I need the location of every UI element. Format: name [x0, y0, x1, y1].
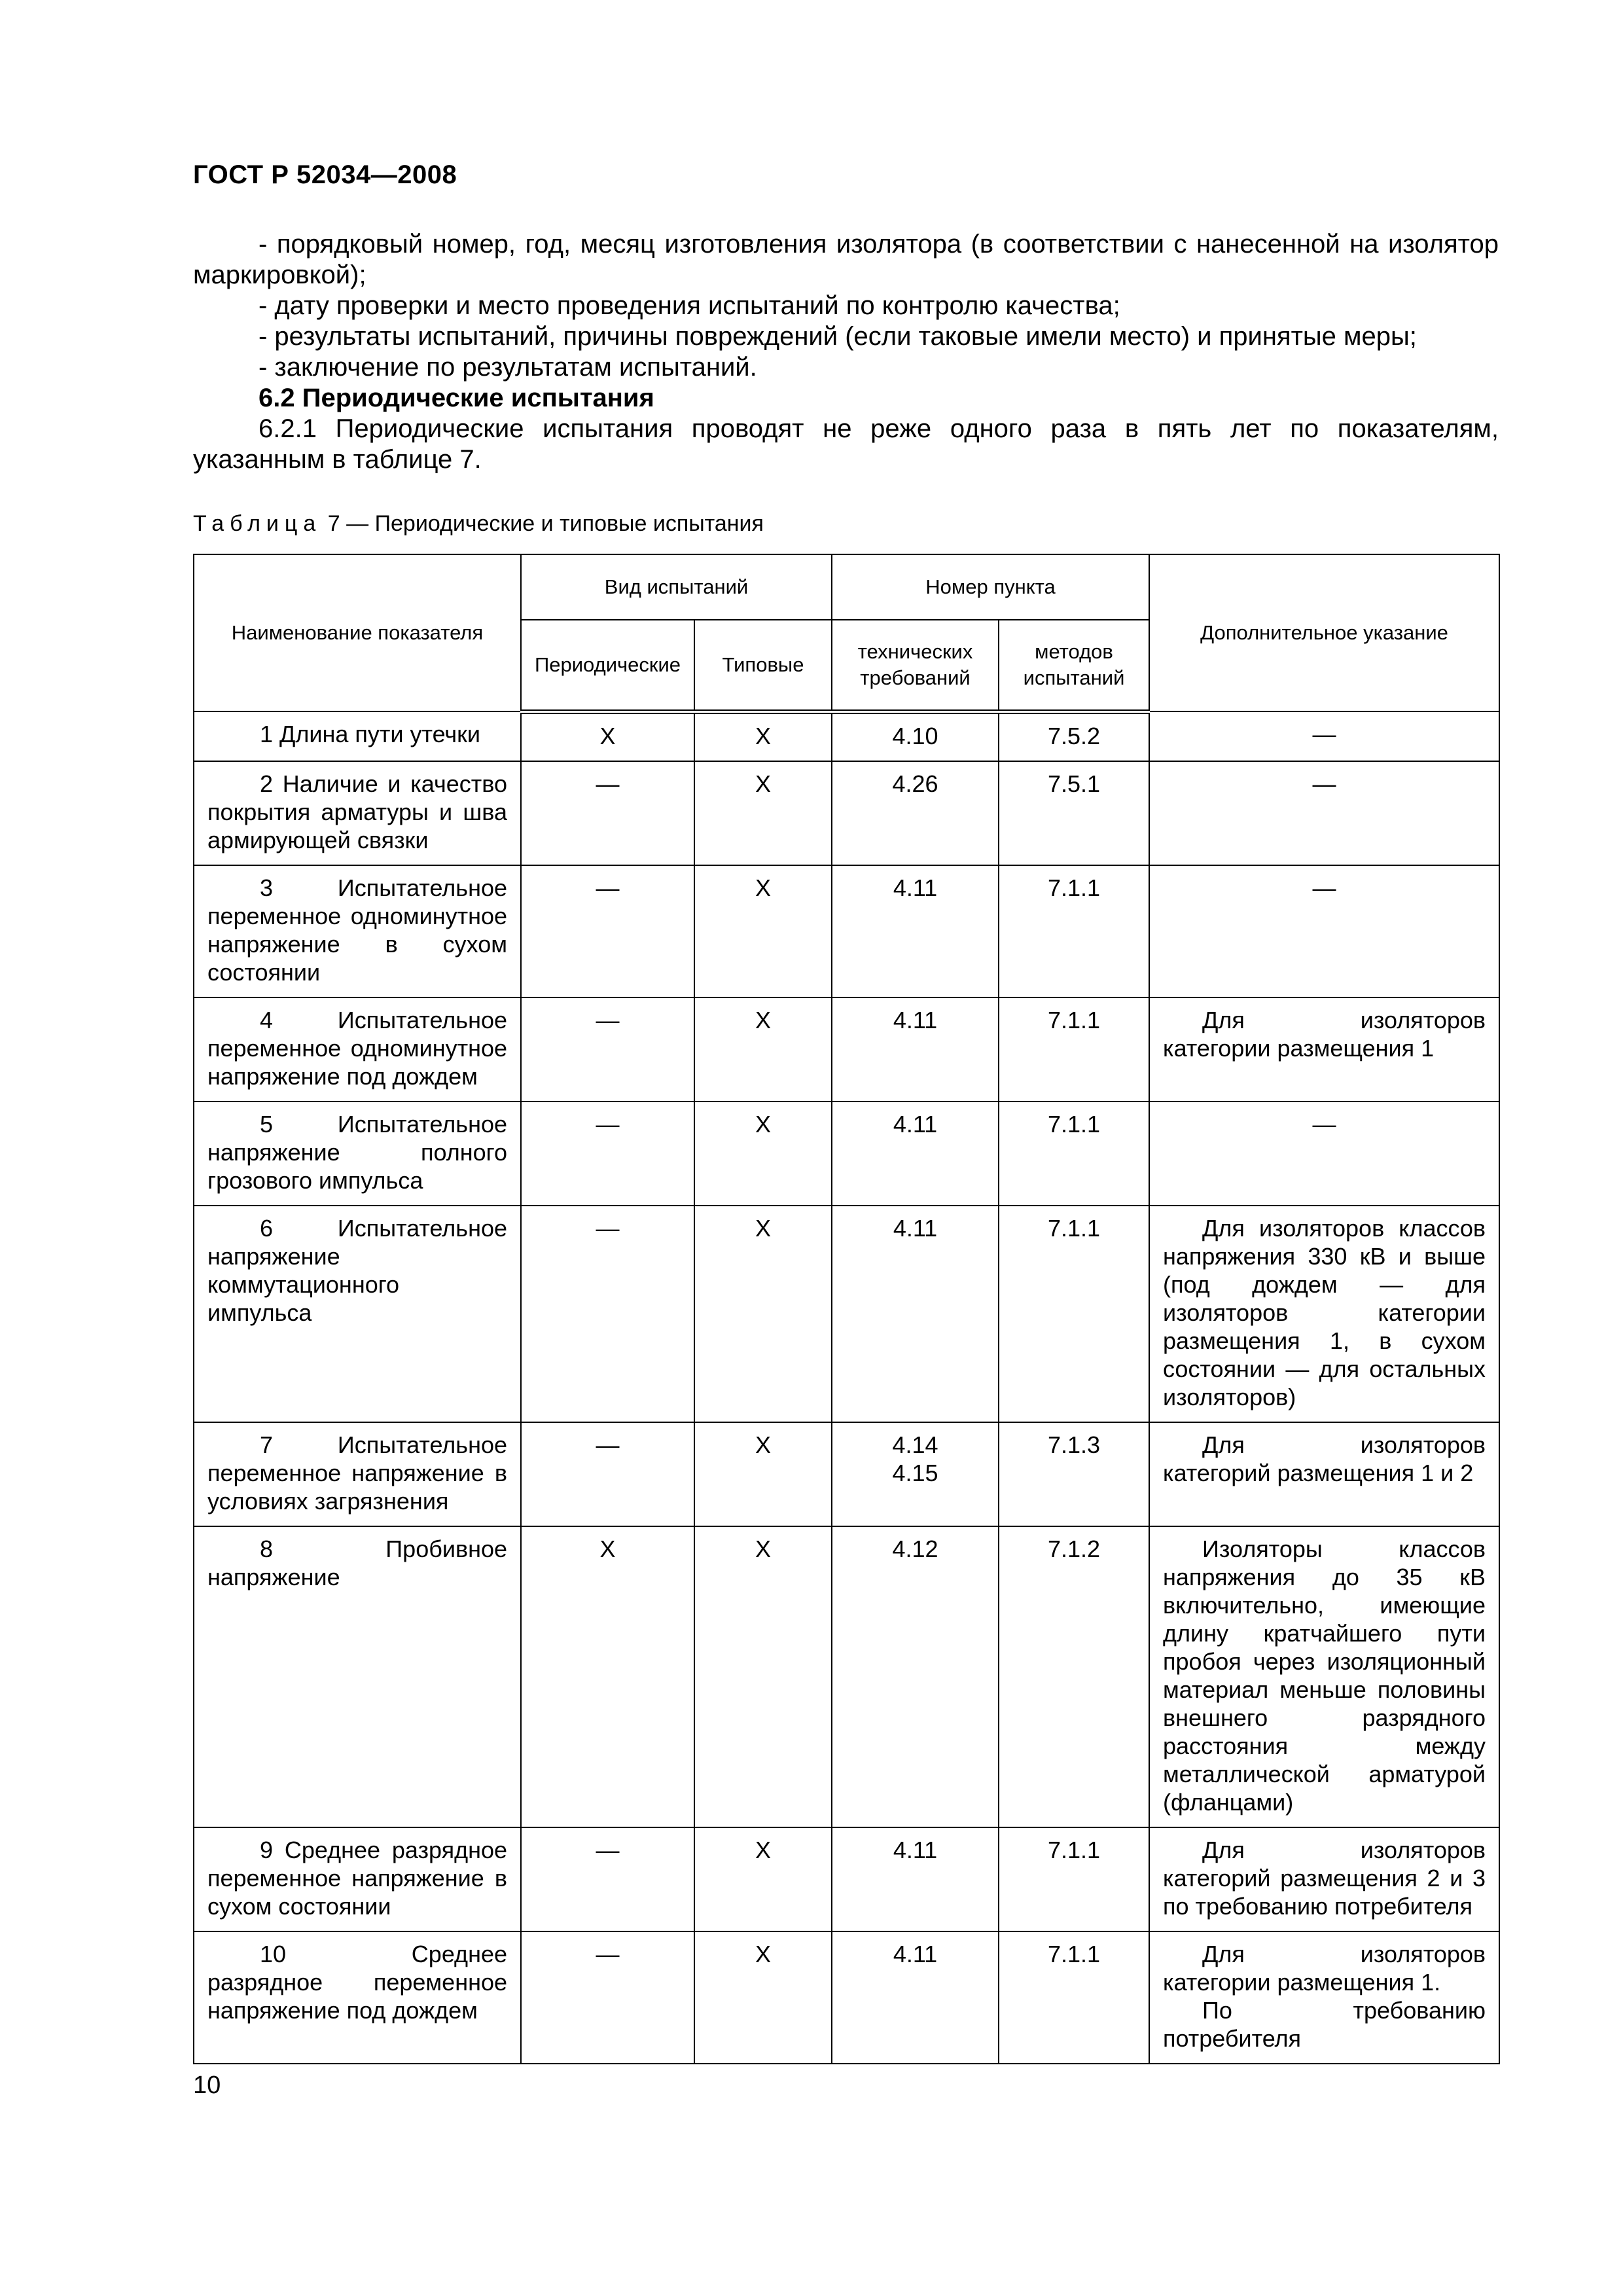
- table-caption: [193, 511, 764, 537]
- paragraph: 6.2.1 Периодические испытания проводят не реже одного раза в пять лет по показателям, указанным в таблице 7.: [193, 414, 1499, 474]
- table-row: [194, 761, 1499, 865]
- indicator-name-text: 9 Среднее разрядное переменное напряжение в сухом состоянии: [207, 1836, 507, 1920]
- cell-tech-requirements: 4.10: [832, 711, 999, 761]
- cell-tech-requirements: 4.11: [832, 1102, 999, 1206]
- cell-periodic: —: [521, 865, 694, 997]
- cell-periodic: —: [521, 1102, 694, 1206]
- indicator-name-text: 1 Длина пути утечки: [260, 721, 481, 747]
- cell-test-methods: 7.5.1: [999, 761, 1149, 865]
- cell-note: [1149, 1931, 1499, 2064]
- cell-periodic: —: [521, 761, 694, 865]
- header-test-methods: методов испытаний: [999, 620, 1149, 711]
- cell-indicator-name: [194, 865, 521, 997]
- cell-type-test: X: [694, 1206, 832, 1422]
- header-periodic: Периодические: [521, 620, 694, 711]
- cell-tech-requirements: 4.11: [832, 997, 999, 1102]
- cell-type-test: X: [694, 1526, 832, 1827]
- cell-type-test: X: [694, 1422, 832, 1526]
- list-item: - дату проверки и место проведения испытаний по контролю качества;: [259, 291, 1120, 320]
- cell-indicator-name: [194, 1827, 521, 1931]
- table-row: [194, 1422, 1499, 1526]
- header-clause-number: Номер пункта: [832, 554, 1149, 620]
- table-row: [194, 1827, 1499, 1931]
- cell-periodic: —: [521, 1931, 694, 2064]
- note-paragraph: Для изоляторов классов напряжения 330 кВ и выше (под дождем — для изоляторов категории размещения 1, в сухом состоянии — для остальных изоляторов): [1163, 1214, 1486, 1410]
- cell-indicator-name: [194, 1931, 521, 2064]
- cell-note: [1149, 1422, 1499, 1526]
- indicator-name-text: 7 Испытательное переменное напряжение в условиях загрязнения: [207, 1431, 507, 1515]
- cell-tech-requirements: 4.12: [832, 1526, 999, 1827]
- cell-test-methods: 7.1.2: [999, 1526, 1149, 1827]
- cell-test-methods: 7.1.1: [999, 1206, 1149, 1422]
- cell-indicator-name: [194, 761, 521, 865]
- cell-periodic: —: [521, 997, 694, 1102]
- cell-type-test: X: [694, 1102, 832, 1206]
- cell-note: [1149, 1206, 1499, 1422]
- indicator-name-text: 6 Испытательное напряжение коммутационного импульса: [207, 1214, 507, 1326]
- cell-indicator-name: [194, 1102, 521, 1206]
- cell-type-test: X: [694, 711, 832, 761]
- cell-test-methods: 7.1.1: [999, 997, 1149, 1102]
- header-test-type: Вид испытаний: [521, 554, 832, 620]
- cell-note: [1149, 1526, 1499, 1827]
- cell-test-methods: 7.1.3: [999, 1422, 1149, 1526]
- page-number: 10: [193, 2072, 221, 2099]
- table-row: [194, 1102, 1499, 1206]
- note-paragraph: По требованию потребителя: [1163, 1996, 1486, 2052]
- cell-periodic: —: [521, 1206, 694, 1422]
- cell-type-test: X: [694, 997, 832, 1102]
- cell-type-test: X: [694, 761, 832, 865]
- cell-note: —: [1149, 761, 1499, 865]
- cell-tech-requirements: 4.14 4.15: [832, 1422, 999, 1526]
- header-type-test: Типовые: [694, 620, 832, 711]
- table-row: [194, 711, 1499, 761]
- table-body: [194, 711, 1499, 2064]
- cell-note: —: [1149, 711, 1499, 761]
- cell-test-methods: 7.1.1: [999, 1827, 1149, 1931]
- note-paragraph: Для изоляторов категории размещения 1: [1163, 1006, 1486, 1062]
- cell-note: —: [1149, 865, 1499, 997]
- table-caption-text: 7 — Периодические и типовые испытания: [327, 511, 764, 536]
- cell-type-test: X: [694, 1931, 832, 2064]
- cell-tech-requirements: 4.26: [832, 761, 999, 865]
- cell-periodic: X: [521, 1526, 694, 1827]
- table-row: [194, 1526, 1499, 1827]
- cell-indicator-name: [194, 997, 521, 1102]
- periodic-tests-table: [193, 554, 1500, 2064]
- indicator-name-text: 2 Наличие и качество покрытия арматуры и шва армирующей связки: [207, 770, 507, 853]
- cell-note: [1149, 1827, 1499, 1931]
- table-row: [194, 1931, 1499, 2064]
- cell-tech-requirements: 4.11: [832, 1206, 999, 1422]
- table-caption-label: Таблица: [193, 511, 322, 536]
- document-title: ГОСТ Р 52034—2008: [193, 160, 457, 189]
- indicator-name-text: 10 Среднее разрядное переменное напряжение под дождем: [207, 1940, 507, 2024]
- indicator-name-text: 5 Испытательное напряжение полного грозового импульса: [207, 1110, 507, 1194]
- cell-periodic: —: [521, 1827, 694, 1931]
- note-paragraph: Для изоляторов категории размещения 1.: [1163, 1940, 1486, 1996]
- table-row: [194, 1206, 1499, 1422]
- cell-indicator-name: [194, 1526, 521, 1827]
- note-paragraph: Для изоляторов категорий размещения 1 и 2: [1163, 1431, 1486, 1486]
- list-item: - порядковый номер, год, месяц изготовления изолятора (в соответствии с нанесенной на изолятор маркировкой);: [193, 230, 1499, 289]
- cell-periodic: —: [521, 1422, 694, 1526]
- cell-note: [1149, 997, 1499, 1102]
- cell-type-test: X: [694, 1827, 832, 1931]
- header-tech-requirements: технических требований: [832, 620, 999, 711]
- list-item: - заключение по результатам испытаний.: [259, 353, 757, 382]
- body-text: [193, 229, 1499, 475]
- cell-test-methods: 7.1.1: [999, 865, 1149, 997]
- section-heading: 6.2 Периодические испытания: [259, 384, 654, 412]
- cell-periodic: X: [521, 711, 694, 761]
- note-paragraph: Для изоляторов категорий размещения 2 и 3 по требованию потребителя: [1163, 1836, 1486, 1920]
- cell-tech-requirements: 4.11: [832, 865, 999, 997]
- table-row: [194, 997, 1499, 1102]
- cell-indicator-name: [194, 711, 521, 761]
- table-row: [194, 865, 1499, 997]
- cell-tech-requirements: 4.11: [832, 1931, 999, 2064]
- indicator-name-text: 3 Испытательное переменное одноминутное напряжение в сухом состоянии: [207, 874, 507, 986]
- cell-test-methods: 7.5.2: [999, 711, 1149, 761]
- cell-test-methods: 7.1.1: [999, 1102, 1149, 1206]
- cell-indicator-name: [194, 1206, 521, 1422]
- indicator-name-text: 4 Испытательное переменное одноминутное напряжение под дождем: [207, 1006, 507, 1090]
- cell-tech-requirements: 4.11: [832, 1827, 999, 1931]
- indicator-name-text: 8 Пробивное напряжение: [207, 1535, 507, 1590]
- header-name: Наименование показателя: [194, 554, 521, 711]
- cell-test-methods: 7.1.1: [999, 1931, 1149, 2064]
- note-paragraph: Изоляторы классов напряжения до 35 кВ включительно, имеющие длину кратчайшего пути пробоя через изоляционный материал меньше половины внешнего разрядного расстояния между металлической арматурой (фланцами): [1163, 1535, 1486, 1816]
- cell-type-test: X: [694, 865, 832, 997]
- list-item: - результаты испытаний, причины повреждений (если таковые имели место) и принятые меры;: [259, 322, 1417, 351]
- cell-note: —: [1149, 1102, 1499, 1206]
- header-note: Дополнительное указание: [1149, 554, 1499, 711]
- cell-indicator-name: [194, 1422, 521, 1526]
